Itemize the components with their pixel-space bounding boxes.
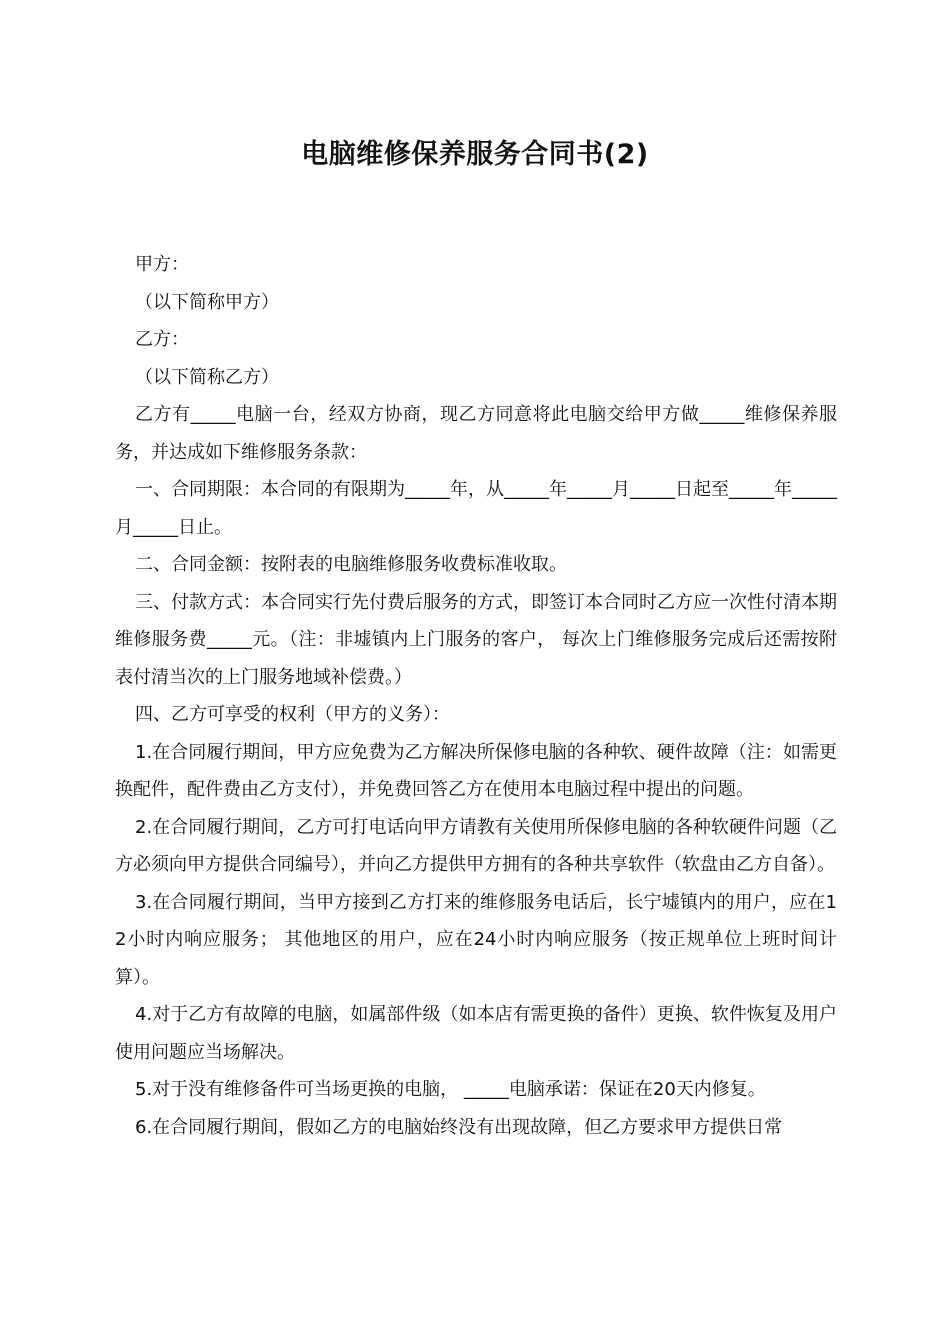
party-a-alias: （以下简称甲方）	[135, 291, 279, 313]
party-b-label: 乙方：	[135, 329, 189, 350]
rights-item: 6.在合同履行期间，假如乙方的电脑始终没有出现故障，但乙方要求甲方提供日常	[135, 1116, 783, 1138]
intro-paragraph: 乙方有_____电脑一台，经双方协商，现乙方同意将此电脑交给甲方做_____维修保养服务，并达成如下维修服务条款：	[115, 404, 837, 463]
rights-item: 3.在合同履行期间，当甲方接到乙方打来的维修服务电话后，长宁墟镇内的用户，应在12小时内响应服务； 其他地区的用户，应在24小时内响应服务（按正规单位上班时间计算）。	[115, 891, 837, 988]
clause-rights-heading: 四、乙方可享受的权利（甲方的义务）：	[135, 704, 450, 725]
party-a-label: 甲方：	[135, 254, 189, 275]
rights-item: 1.在合同履行期间，甲方应免费为乙方解决所保修电脑的各种软、硬件故障（注：如需更换配件，配件费由乙方支付），并免费回答乙方在使用本电脑过程中提出的问题。	[115, 741, 837, 800]
clause-amount: 二、合同金额：按附表的电脑维修服务收费标准收取。	[135, 554, 567, 575]
rights-item: 5.对于没有维修备件可当场更换的电脑， _____电脑承诺：保证在20天内修复。	[135, 1079, 766, 1100]
clause-payment: 三、付款方式：本合同实行先付费后服务的方式，即签订本合同时乙方应一次性付清本期维修服务费_____元。（注：非墟镇内上门服务的客户， 每次上门维修服务完成后还需按附表付清当次的上门服务地域补偿费。）	[115, 591, 837, 688]
party-b-alias: （以下简称乙方）	[135, 366, 279, 388]
rights-item: 2.在合同履行期间，乙方可打电话向甲方请教有关使用所保修电脑的各种软硬件问题（乙方必须向甲方提供合同编号），并向乙方提供甲方拥有的各种共享软件（软盘由乙方自备）。	[115, 816, 837, 875]
document-title: 电脑维修保养服务合同书(2)	[301, 139, 649, 170]
rights-item: 4.对于乙方有故障的电脑，如属部件级（如本店有需更换的备件）更换、软件恢复及用户使用问题应当场解决。	[115, 1004, 837, 1063]
clause-term: 一、合同期限：本合同的有限期为_____年，从_____年_____月_____日起至_____年_____月_____日止。	[115, 479, 837, 538]
document-body	[115, 246, 837, 1146]
